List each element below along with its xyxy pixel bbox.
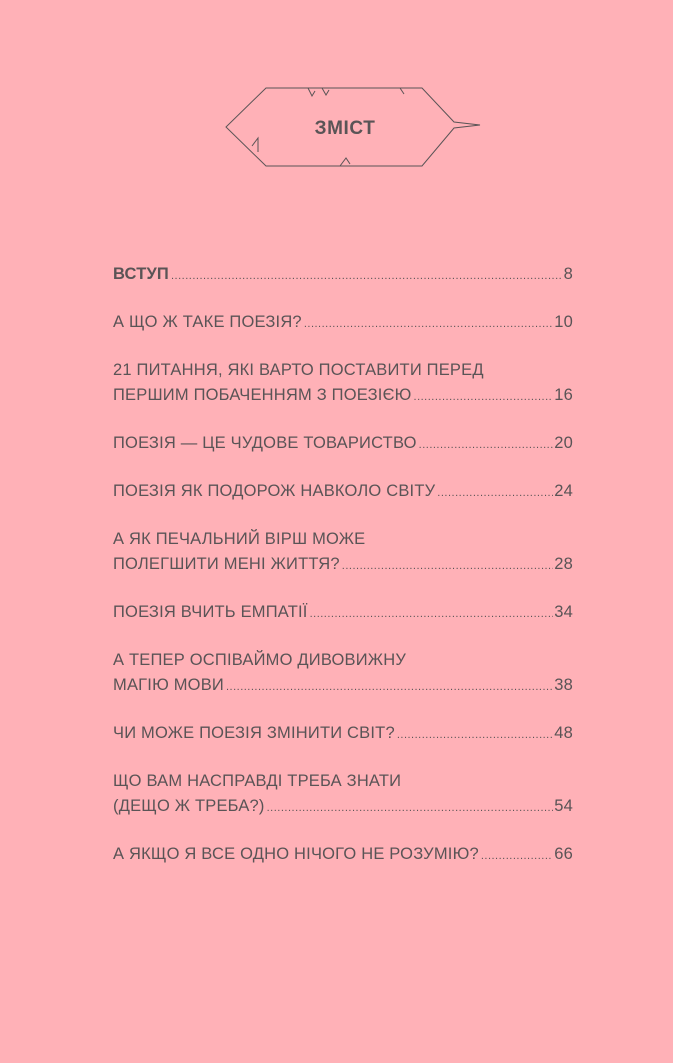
dot-leader [267, 796, 554, 821]
toc-entry-title-line: ЧИ МОЖЕ ПОЕЗІЯ ЗМІНИТИ СВІТ? [113, 724, 395, 742]
toc-entry-title-line: А ЯК ПЕЧАЛЬНИЙ ВІРШ МОЖЕ [113, 530, 366, 548]
toc-page-number: 10 [554, 313, 573, 331]
toc-page-number: 38 [554, 676, 573, 694]
dot-leader [226, 675, 553, 700]
toc-entry-title-line: ПОЕЗІЯ ЯК ПОДОРОЖ НАВКОЛО СВІТУ [113, 482, 436, 500]
table-of-contents [113, 262, 573, 890]
toc-entry-title-line: ЩО ВАМ НАСПРАВДІ ТРЕБА ЗНАТИ [113, 772, 402, 790]
toc-entry-title-line: А ЩО Ж ТАКЕ ПОЕЗІЯ? [113, 313, 302, 331]
toc-page-number: 54 [554, 797, 573, 815]
dot-leader [304, 312, 553, 337]
toc-page-number: 66 [554, 845, 573, 863]
toc-entry[interactable] [113, 721, 573, 748]
toc-entry-title-line: МАГІЮ МОВИ [113, 676, 224, 694]
toc-entry[interactable] [113, 527, 573, 579]
toc-page-number: 20 [554, 434, 573, 452]
toc-entry[interactable] [113, 648, 573, 700]
dot-leader [414, 385, 554, 410]
toc-entry-title-line: А ТЕПЕР ОСПІВАЙМО ДИВОВИЖНУ [113, 651, 407, 669]
toc-page-number: 34 [554, 603, 573, 621]
toc-entry[interactable] [113, 310, 573, 337]
toc-page-number: 48 [554, 724, 573, 742]
toc-entry-title-line: А ЯКЩО Я ВСЕ ОДНО НІЧОГО НЕ РОЗУМІЮ? [113, 845, 479, 863]
toc-entry-title-line: ВСТУП [113, 265, 169, 283]
dot-leader [310, 602, 554, 627]
toc-page-number: 8 [563, 265, 573, 283]
toc-entry-title-line: ПОЕЗІЯ ВЧИТЬ ЕМПАТІЇ [113, 603, 308, 621]
toc-entry-title-line: ПОЛЕГШИТИ МЕНІ ЖИТТЯ? [113, 555, 340, 573]
toc-entry-title-line: 21 ПИТАННЯ, ЯКІ ВАРТО ПОСТАВИТИ ПЕРЕД [113, 361, 484, 379]
dot-leader [397, 723, 553, 748]
dot-leader [481, 844, 553, 869]
toc-entry[interactable] [113, 479, 573, 506]
toc-entry[interactable] [113, 769, 573, 821]
toc-entry-title-line: ПЕРШИМ ПОБАЧЕННЯМ З ПОЕЗІЄЮ [113, 386, 412, 404]
dot-leader [342, 554, 553, 579]
toc-entry[interactable] [113, 262, 573, 289]
toc-entry[interactable] [113, 358, 573, 410]
dot-leader [171, 264, 563, 289]
toc-page-number: 16 [554, 386, 573, 404]
dot-leader [437, 481, 553, 506]
header-banner [222, 86, 484, 168]
toc-entry-title-line: ПОЕЗІЯ — ЦЕ ЧУДОВЕ ТОВАРИСТВО [113, 434, 417, 452]
toc-entry[interactable] [113, 600, 573, 627]
page-title: ЗМІСТ [314, 118, 376, 139]
toc-page-number: 24 [554, 482, 573, 500]
dot-leader [419, 433, 554, 458]
toc-entry[interactable] [113, 431, 573, 458]
toc-page-number: 28 [554, 555, 573, 573]
toc-entry-title-line: (ДЕЩО Ж ТРЕБА?) [113, 797, 265, 815]
toc-entry[interactable] [113, 842, 573, 869]
